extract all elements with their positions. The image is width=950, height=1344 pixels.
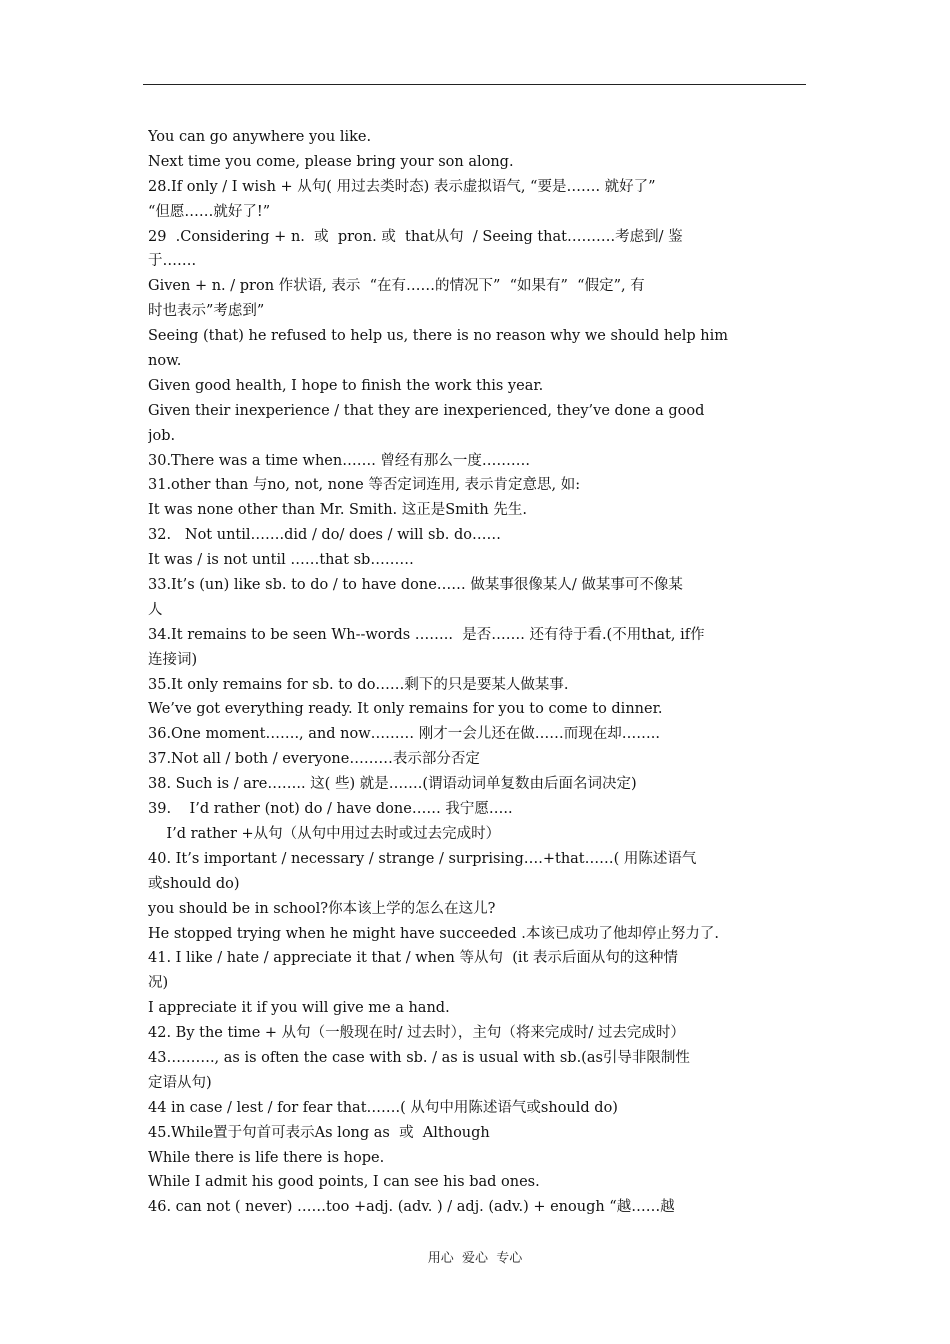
document-body (148, 125, 804, 1220)
text-line: 30.There was a time when……. 曾经有那么一度………. (148, 452, 531, 469)
text-line: 42. By the time + 从句（一般现在时/ 过去时），主句（将来完成时/ 过去完成时） (148, 1025, 685, 1042)
text-line: 于……. (148, 253, 197, 270)
text-line: 35.It only remains for sb. to do……剩下的只是要某人做某事. (148, 676, 569, 693)
text-line: 43………., as is often the case with sb. / as is usual with sb.(as引导非限制性 (148, 1049, 690, 1066)
text-line: I’d rather +从句（从句中用过去时或过去完成时） (148, 825, 501, 842)
text-line: now. (148, 353, 182, 370)
text-line: I appreciate it if you will give me a hand. (148, 1000, 450, 1017)
text-line: We’ve got everything ready. It only remains for you to come to dinner. (148, 701, 663, 718)
text-line: Seeing (that) he refused to help us, there is no reason why we should help him (148, 328, 729, 345)
text-line: you should be in school?你本该上学的怎么在这儿? (148, 900, 496, 917)
text-line: 46. can not ( never) ……too +adj. (adv. ) / adj. (adv.) + enough “越……越 (148, 1199, 675, 1216)
text-line: 定语从句) (148, 1074, 212, 1091)
text-line: He stopped trying when he might have succeeded .本该已成功了他却停止努力了. (148, 925, 719, 942)
text-line: job. (148, 427, 176, 444)
header-rule (143, 84, 806, 85)
text-line: 40. It’s important / necessary / strange / surprising….+that……( 用陈述语气 (148, 850, 697, 867)
text-line: It was / is not until ……that sb……… (148, 552, 414, 569)
text-line: 31.other than 与no, not, none 等否定词连用, 表示肯定意思, 如: (148, 477, 581, 494)
text-line: 时也表示”考虑到” (148, 303, 265, 320)
text-line: 33.It’s (un) like sb. to do / to have done…… 做某事很像某人/ 做某事可不像某 (148, 577, 683, 594)
text-line: 45.While置于句首可表示As long as 或 Although (148, 1124, 490, 1141)
text-line: “但愿……就好了!” (148, 203, 271, 220)
text-line: 38. Such is / are…….. 这( 些) 就是…….(谓语动词单复数由后面名词决定) (148, 776, 637, 793)
text-line: 人 (148, 601, 163, 618)
text-line: 29 .Considering + n. 或 pron. 或 that从句 / Seeing that……….考虑到/ 鉴 (148, 228, 683, 245)
text-line: 39. I’d rather (not) do / have done…… 我宁愿….. (148, 801, 513, 818)
text-line: 况) (148, 975, 169, 992)
page-footer: 用心 爱心 专心 (427, 1251, 523, 1266)
text-line: Next time you come, please bring your son along. (148, 153, 514, 170)
text-line: While there is life there is hope. (148, 1149, 385, 1166)
text-line: Given their inexperience / that they are inexperienced, they’ve done a good (148, 402, 705, 419)
text-line: While I admit his good points, I can see his bad ones. (148, 1174, 540, 1191)
text-line: 32. Not until…….did / do/ does / will sb. do…… (148, 527, 501, 544)
text-line: 36.One moment……., and now……… 刚才一会儿还在做……而现在却…….. (148, 726, 660, 743)
text-line: 44 in case / lest / for fear that…….( 从句中用陈述语气或should do) (148, 1099, 618, 1116)
text-line: 41. I like / hate / appreciate it that / when 等从句 (it 表示后面从句的这种情 (148, 950, 678, 967)
text-line: 或should do) (148, 875, 240, 892)
text-line: You can go anywhere you like. (148, 129, 372, 145)
text-line: 28.If only / I wish + 从句( 用过去类时态) 表示虚拟语气, “要是……. 就好了” (148, 178, 656, 195)
text-line: 连接词) (148, 651, 198, 668)
text-line: Given good health, I hope to finish the work this year. (148, 377, 544, 394)
text-line: 34.It remains to be seen Wh--words …….. 是否……. 还有待于看.(不用that, if作 (148, 626, 705, 643)
text-line: It was none other than Mr. Smith. 这正是Smith 先生. (148, 502, 527, 519)
text-line: 37.Not all / both / everyone………表示部分否定 (148, 751, 480, 768)
text-line: Given + n. / pron 作状语, 表示 “在有……的情况下” “如果有” “假定”, 有 (148, 278, 645, 295)
